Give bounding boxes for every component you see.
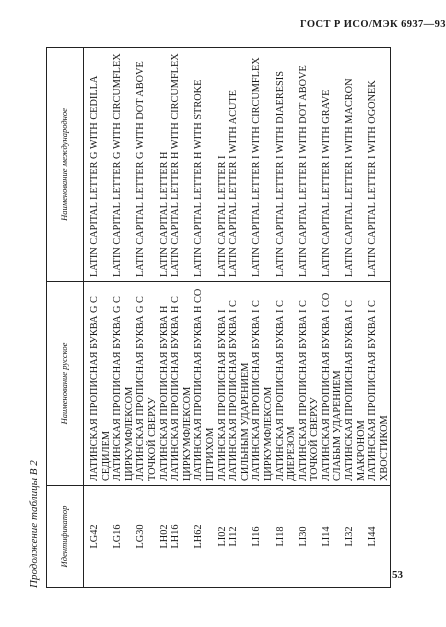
russian-name-cell: ЛАТИНСКАЯ ПРОПИСНАЯ БУКВА I С ТОЧКОЙ СВЕРХУ — [298, 282, 321, 486]
international-name-cell: LATIN CAPITAL LETTER H — [159, 48, 171, 282]
russian-name-cell: ЛАТИНСКАЯ ПРОПИСНАЯ БУКВА H С ЦИРКУМФЛЕКСОМ — [170, 282, 193, 486]
table-row — [251, 48, 274, 588]
identifier-cell: LI02 — [217, 486, 229, 588]
international-name-cell: LATIN CAPITAL LETTER G WITH CIRCUMFLEX — [112, 48, 135, 282]
identifier-cell: LH02 — [159, 486, 171, 588]
table-row — [321, 48, 344, 588]
table-row — [135, 48, 158, 588]
table-caption: Продолжение таблицы В 2 — [28, 460, 40, 588]
russian-name-cell: ЛАТИНСКАЯ ПРОПИСНАЯ БУКВА G С ТОЧКОЙ СВЕРХУ — [135, 282, 158, 486]
international-name-cell: LATIN CAPITAL LETTER I WITH DIAERESIS — [275, 48, 298, 282]
table-header-row — [47, 48, 84, 588]
table-row — [298, 48, 321, 588]
russian-name-cell: ЛАТИНСКАЯ ПРОПИСНАЯ БУКВА I С ХВОСТИКОМ — [367, 282, 391, 486]
identifier-cell: LI32 — [344, 486, 367, 588]
rotated-table-sheet — [26, 48, 391, 588]
russian-name-cell: ЛАТИНСКАЯ ПРОПИСНАЯ БУКВА I СО СЛАБЫМ УДАРЕНИЕМ — [321, 282, 344, 486]
international-name-cell: LATIN CAPITAL LETTER I WITH OGONEK — [367, 48, 391, 282]
russian-name-cell: ЛАТИНСКАЯ ПРОПИСНАЯ БУКВА I С ЦИРКУМФЛЕКСОМ — [251, 282, 274, 486]
identifier-cell: LI44 — [367, 486, 391, 588]
identifier-cell: LI16 — [251, 486, 274, 588]
international-name-cell: LATIN CAPITAL LETTER I WITH GRAVE — [321, 48, 344, 282]
table-row — [159, 48, 171, 588]
russian-name-cell: ЛАТИНСКАЯ ПРОПИСНАЯ БУКВА H СО ШТРИХОМ — [193, 282, 216, 486]
identifier-cell: LG16 — [112, 486, 135, 588]
table-row — [275, 48, 298, 588]
table-row — [217, 48, 229, 588]
russian-name-cell: ЛАТИНСКАЯ ПРОПИСНАЯ БУКВА H — [159, 282, 171, 486]
international-name-cell: LATIN CAPITAL LETTER I WITH DOT ABOVE — [298, 48, 321, 282]
russian-name-cell: ЛАТИНСКАЯ ПРОПИСНАЯ БУКВА G С СЕДИЛЕМ — [84, 282, 113, 486]
identifier-cell: LI12 — [228, 486, 251, 588]
russian-name-cell: ЛАТИНСКАЯ ПРОПИСНАЯ БУКВА I С МАКРОНОМ — [344, 282, 367, 486]
russian-name-cell: ЛАТИНСКАЯ ПРОПИСНАЯ БУКВА I С ДИЕРЕЗОМ — [275, 282, 298, 486]
identifier-cell: LI18 — [275, 486, 298, 588]
international-name-cell: LATIN CAPITAL LETTER I WITH ACUTE — [228, 48, 251, 282]
table-row — [193, 48, 216, 588]
international-name-cell: LATIN CAPITAL LETTER G WITH CEDILLA — [84, 48, 113, 282]
russian-name-cell: ЛАТИНСКАЯ ПРОПИСНАЯ БУКВА I — [217, 282, 229, 486]
international-name-cell: LATIN CAPITAL LETTER I WITH CIRCUMFLEX — [251, 48, 274, 282]
column-header-identifier: Идентификатор — [47, 486, 84, 588]
international-name-cell: LATIN CAPITAL LETTER I — [217, 48, 229, 282]
international-name-cell: LATIN CAPITAL LETTER H WITH CIRCUMFLEX — [170, 48, 193, 282]
column-header-russian-name: Наименование русское — [47, 282, 84, 486]
table-row — [84, 48, 113, 588]
table-row — [367, 48, 391, 588]
table-row — [228, 48, 251, 588]
column-header-international-name: Наименование международное — [47, 48, 84, 282]
table-body — [84, 48, 391, 588]
identifier-cell: LI30 — [298, 486, 321, 588]
russian-name-cell: ЛАТИНСКАЯ ПРОПИСНАЯ БУКВА G С ЦИРКУМФЛЕКСОМ — [112, 282, 135, 486]
page-number: 53 — [392, 569, 403, 581]
character-table — [46, 47, 391, 588]
international-name-cell: LATIN CAPITAL LETTER I WITH MACRON — [344, 48, 367, 282]
document-header: ГОСТ Р ИСО/МЭК 6937—93 — [300, 19, 446, 30]
international-name-cell: LATIN CAPITAL LETTER H WITH STROKE — [193, 48, 216, 282]
international-name-cell: LATIN CAPITAL LETTER G WITH DOT ABOVE — [135, 48, 158, 282]
identifier-cell: LG42 — [84, 486, 113, 588]
identifier-cell: LG30 — [135, 486, 158, 588]
identifier-cell: LI14 — [321, 486, 344, 588]
identifier-cell: LH16 — [170, 486, 193, 588]
table-row — [344, 48, 367, 588]
russian-name-cell: ЛАТИНСКАЯ ПРОПИСНАЯ БУКВА I С СИЛЬНЫМ УДАРЕНИЕМ — [228, 282, 251, 486]
table-row — [112, 48, 135, 588]
table-row — [170, 48, 193, 588]
identifier-cell: LH62 — [193, 486, 216, 588]
